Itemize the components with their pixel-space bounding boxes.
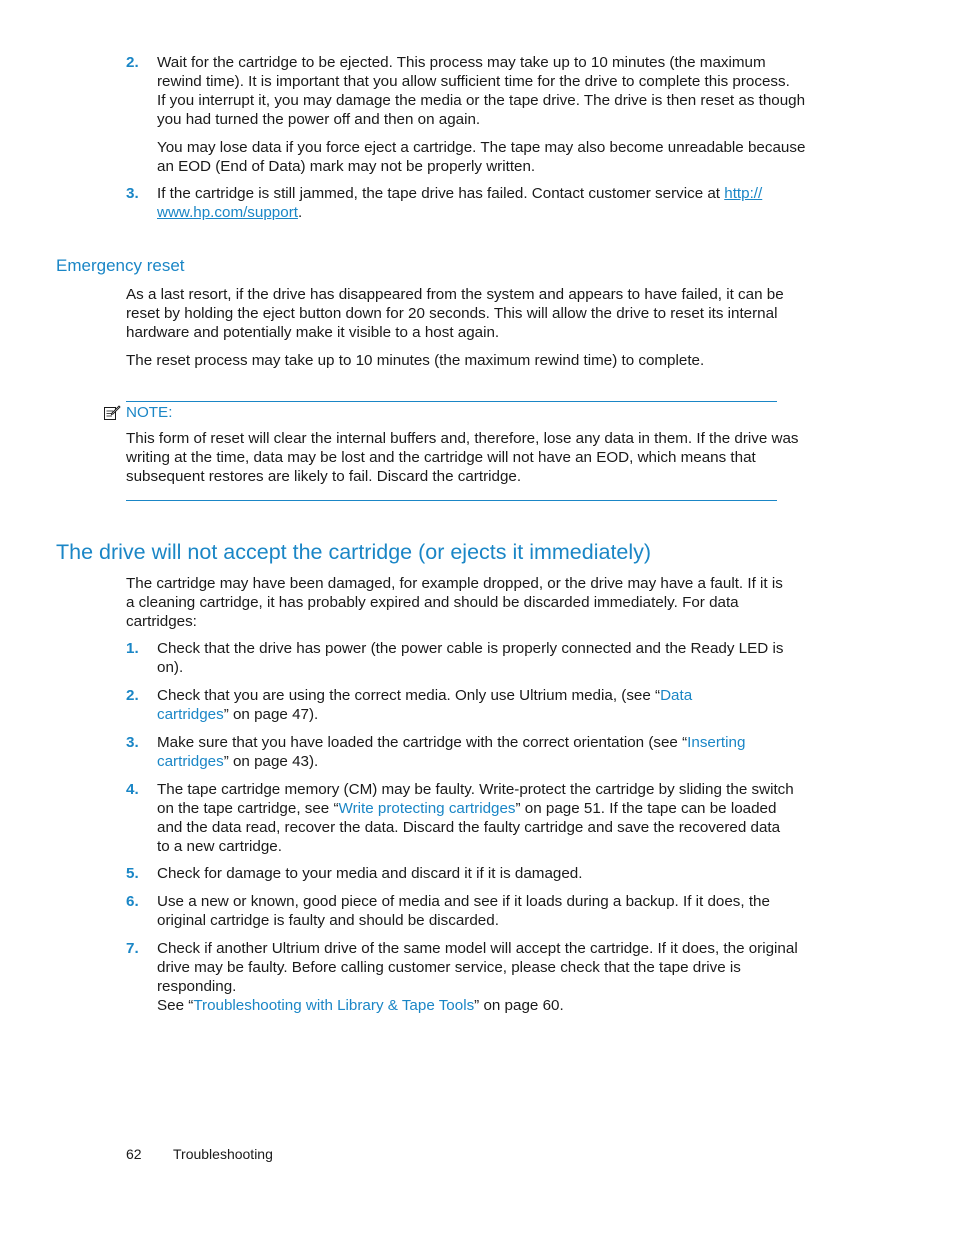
section-heading: The drive will not accept the cartridge (or ejects it immediately) bbox=[56, 540, 652, 564]
step-text: Check if another Ultrium drive of the same model will accept the cartridge. If it does, the original drive may be faulty. Before calling customer service, please check that the tape drive is responding. See “Troubleshooting with Library & Tape Tools” on page 60. bbox=[157, 940, 798, 1014]
step-text: If the cartridge is still jammed, the tape drive has failed. Contact customer service at http:// www.hp.com/support. bbox=[157, 185, 763, 221]
step-text: Use a new or known, good piece of media and see if it loads during a backup. If it does, the original cartridge is faulty and should be discarded. bbox=[157, 893, 770, 929]
step-number: 5. bbox=[126, 865, 139, 882]
write-protecting-cartridges-link[interactable]: Write protecting cartridges bbox=[338, 799, 516, 817]
step-number: 2. bbox=[126, 687, 139, 704]
emergency-reset-paragraph: As a last resort, if the drive has disappeared from the system and appears to have failed, it can be reset by holding the eject button down for 20 seconds. This will allow the drive to reset its internal hardware and potentially make it visible to a host again. bbox=[126, 286, 784, 341]
note-top-rule bbox=[126, 401, 777, 402]
step-text: The tape cartridge memory (CM) may be faulty. Write-protect the cartridge by sliding the switch on the tape cartridge, see “Write protecting cartridges” on page 51. If the tape can be loaded and the data read, recover the data. Discard the faulty cartridge and save the recovered data to a new cartridge. bbox=[157, 781, 794, 855]
step-text: Wait for the cartridge to be ejected. This process may take up to 10 minutes (the maximum rewind time). It is important that you allow sufficient time for the drive to complete this process. If you interrupt it, you may damage the media or the tape drive. The drive is then reset as though you had turned the power off and then on again. bbox=[157, 54, 806, 128]
step-number: 3. bbox=[126, 734, 139, 751]
emergency-reset-paragraph-2: The reset process may take up to 10 minutes (the maximum rewind time) to complete. bbox=[126, 352, 705, 369]
step-number: 4. bbox=[126, 781, 139, 798]
page-number: 62 bbox=[126, 1146, 142, 1162]
emergency-reset-heading: Emergency reset bbox=[56, 256, 185, 275]
support-link-continued[interactable]: www.hp.com/support bbox=[157, 203, 298, 221]
inserting-cartridges-link[interactable]: Inserting bbox=[687, 734, 746, 751]
step-number: 6. bbox=[126, 893, 139, 910]
step-text: Check that you are using the correct media. Only use Ultrium media, (see “Data cartridges” on page 47). bbox=[157, 687, 693, 723]
data-cartridges-link[interactable]: Data bbox=[660, 687, 693, 704]
note-text: This form of reset will clear the internal buffers and, therefore, lose any data in them. If the drive was writing at the time, data may be lost and the cartridge will not have an EOD, which means that subsequent restores are likely to fail. Discard the cartridge. bbox=[126, 430, 799, 485]
step-text: Check that the drive has power (the power cable is properly connected and the Ready LED is on). bbox=[157, 640, 784, 676]
support-link[interactable]: http:// bbox=[724, 185, 763, 202]
data-cartridges-link-continued[interactable]: cartridges bbox=[157, 705, 224, 723]
step-text: Check for damage to your media and discard it if it is damaged. bbox=[157, 865, 583, 882]
step-number: 2. bbox=[126, 54, 139, 71]
section-intro: The cartridge may have been damaged, for example dropped, or the drive may have a fault. If it is a cleaning cartridge, it has probably expired and should be discarded immediately. For data cartridges: bbox=[126, 575, 783, 630]
footer-section-title: Troubleshooting bbox=[173, 1146, 273, 1162]
note-label: NOTE: bbox=[126, 404, 173, 421]
troubleshooting-ltt-link[interactable]: Troubleshooting with Library & Tape Tools bbox=[193, 996, 475, 1014]
step-number: 7. bbox=[126, 940, 139, 957]
step-subparagraph: You may lose data if you force eject a cartridge. The tape may also become unreadable because an EOD (End of Data) mark may not be properly written. bbox=[157, 139, 806, 175]
step-text: Make sure that you have loaded the cartridge with the correct orientation (see “Inserting cartridges” on page 43). bbox=[157, 734, 746, 770]
step-number: 3. bbox=[126, 185, 139, 202]
note-bottom-rule bbox=[126, 500, 777, 501]
step-number: 1. bbox=[126, 640, 139, 657]
note-pencil-icon bbox=[103, 404, 121, 422]
inserting-cartridges-link-continued[interactable]: cartridges bbox=[157, 752, 224, 770]
